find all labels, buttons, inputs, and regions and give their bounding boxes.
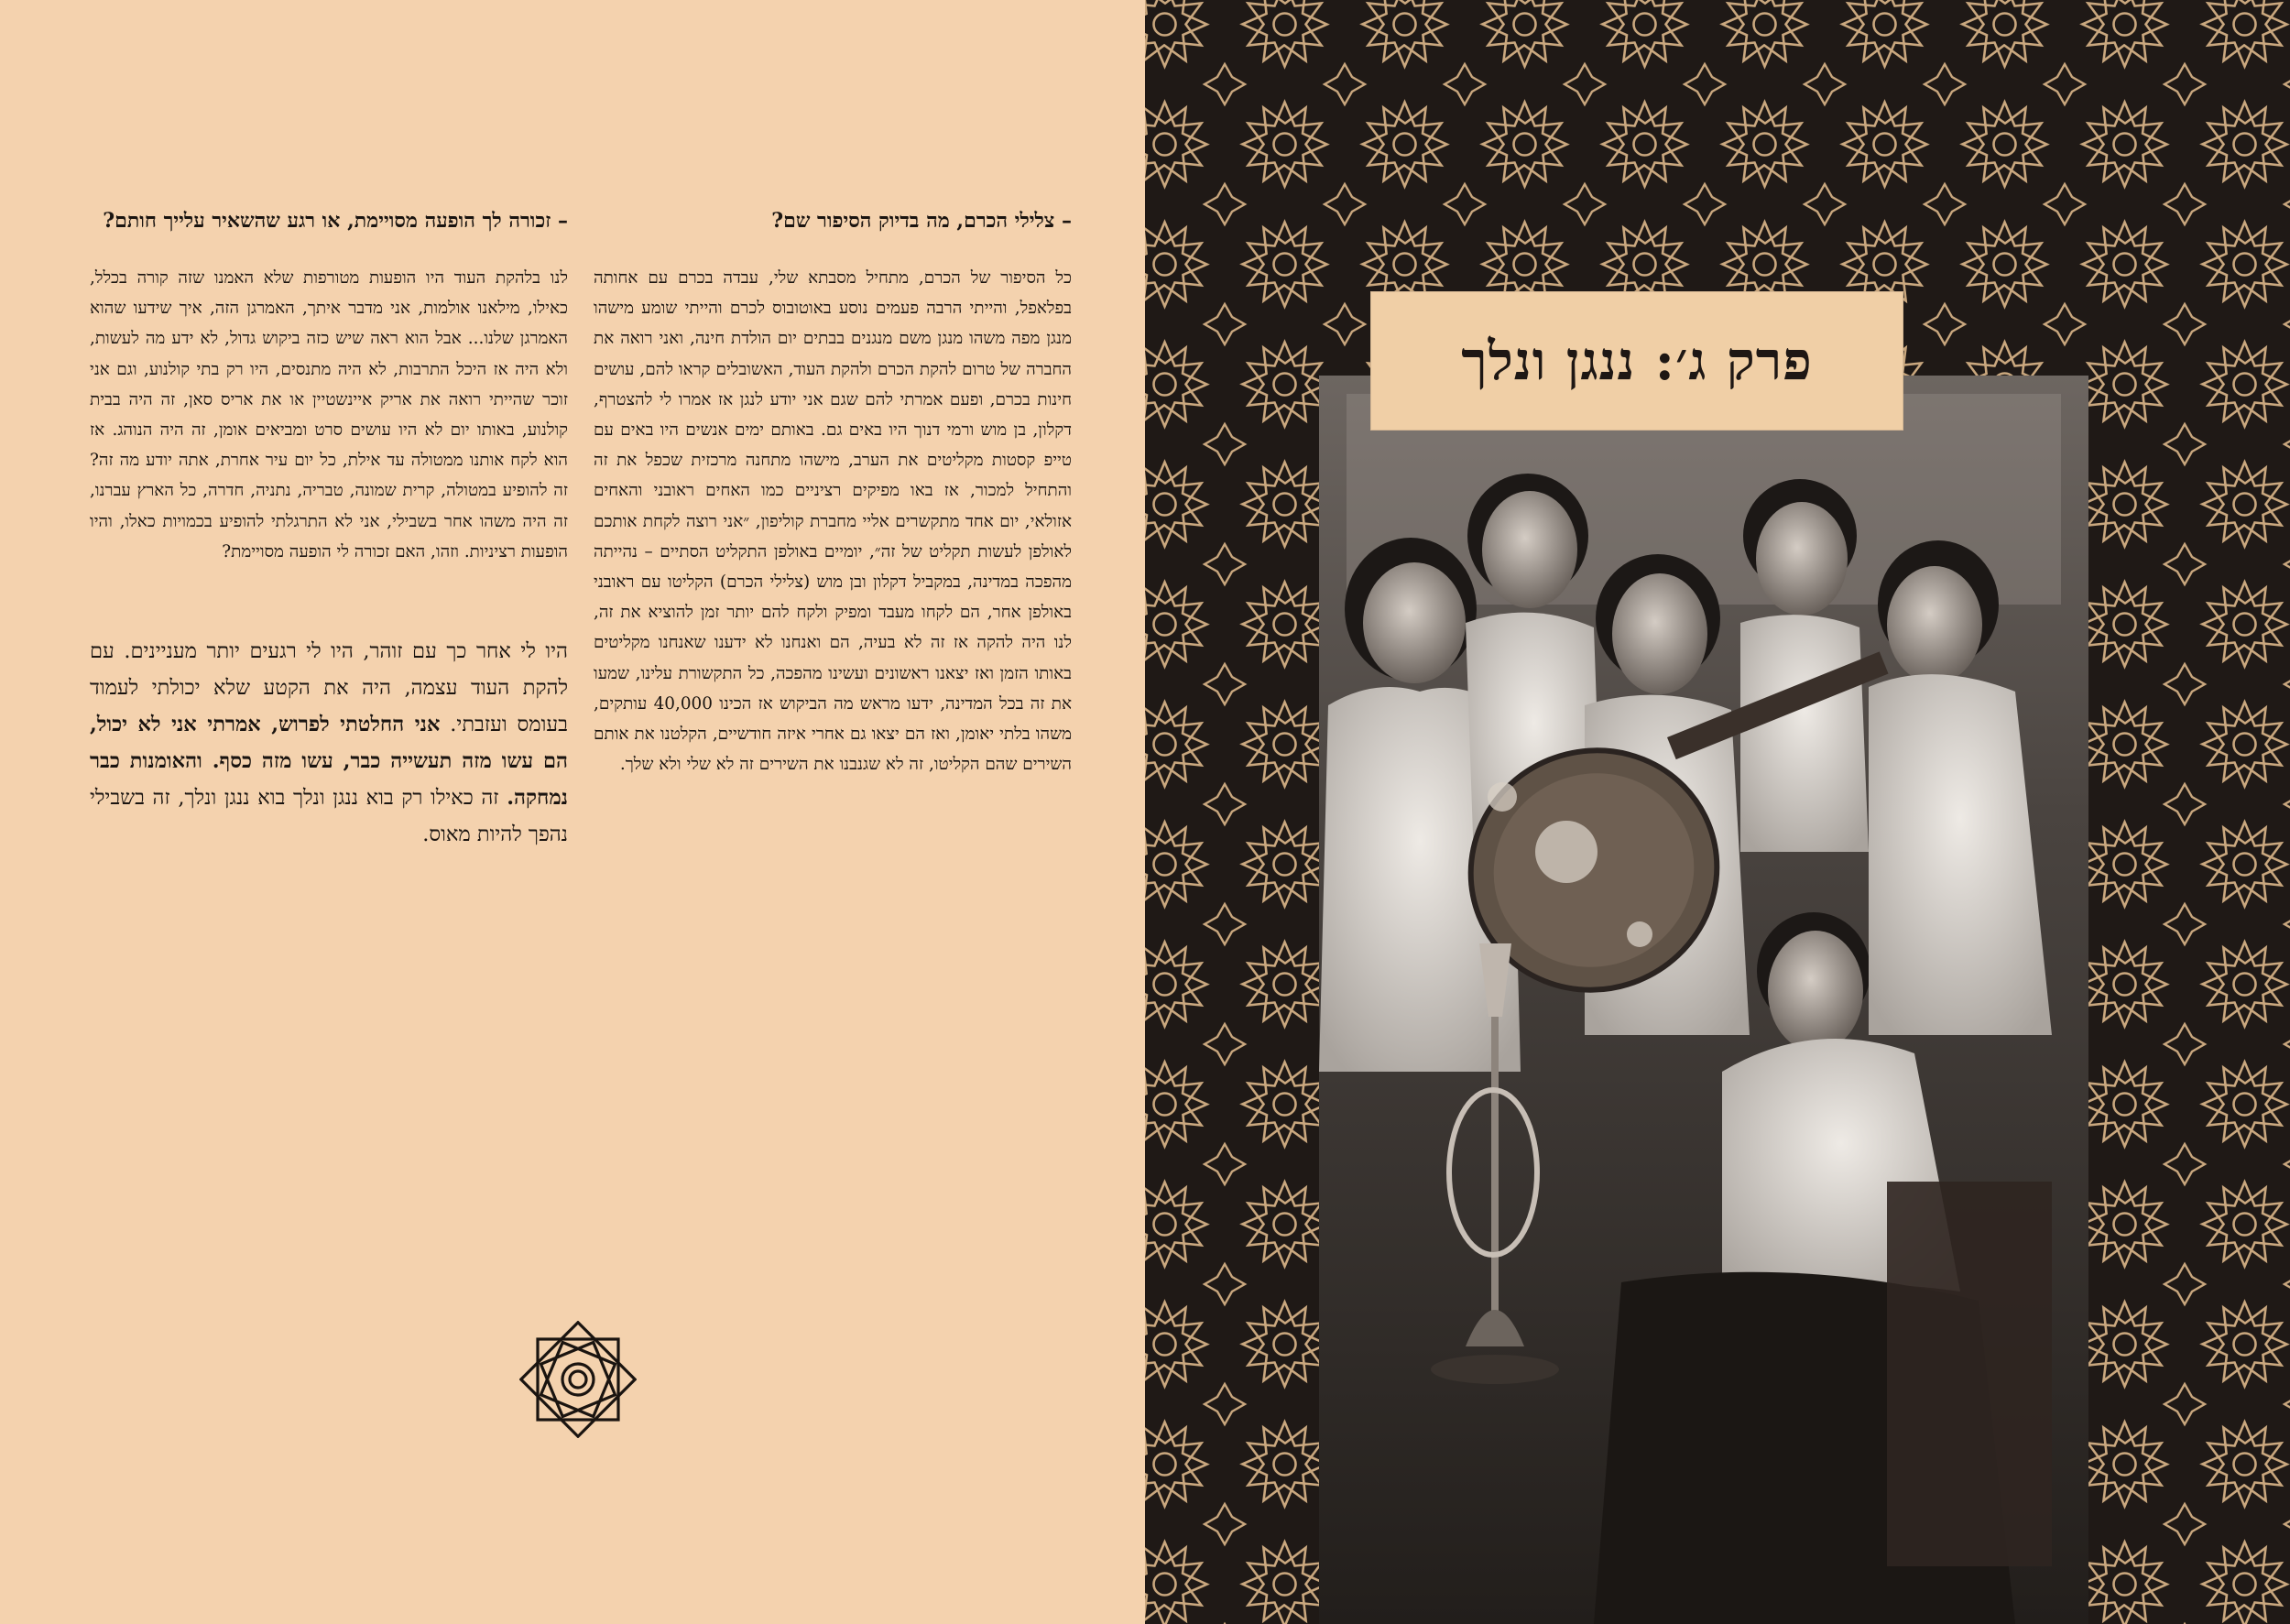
band-photo bbox=[1319, 376, 2088, 1624]
closing-paragraph bbox=[90, 633, 568, 853]
answer-paragraph: כל הסיפור של הכרם, מתחיל מסבתא שלי, עבדה בכרם עם אחותה בפלאפל, והייתי הרבה פעמים נוסע באוטובוס לכרם והייתי שומע מישהו מנגן מפה משהו מנגן משם מנגנים בבתים יום הולדת חינה, ואני רואה את החברה של טרום להקת הכרם ולהקת העוד, האשובלים קראו להם, עושים חינות בכרם, ופעם אמרתי להם שגם אני יודע לנגן אז אמרו לי להצטרף, דקלון, בן מוש ורמי דנוך היו באים גם. באותם ימים אנשים היו באים עם טייפ קסטות מקליטים את הערב, מישהו מתחנה מרכזית שכפל את זה והתחיל למכור, אז באו מפיקים רציניים כמו האחים ראובני והאחים אזולאי, יום אחד מתקשרים אליי מחברת קוליפון, ״אני רוצה לקחת אותכם לאולפן לעשות תקליט של זה״, יומיים באולפן התקליט הסתיים – נהייתה מהפכה במדינה, במקביל דקלון ובן מוש (צלילי הכרם) הקליטו עם ראובני באולפן אחר, הם לקחו מעבד ומפיק ולקח להם יותר זמן להוציא את זה, לנו היה להקה אז זה לא בעיה, הם ואנחנו לא ידענו שאנחנו מקליטים באותו הזמן ואז יצאנו ראשונים ועשינו מהפכה, כל התקשורת עלינו, שמעו את זה בכל המדינה, ידעו מראש מה הביקוש אז הכינו 40,000 עותקים, משהו בלתי יאומן, ואז הם יצאו גם אחרי איזה חודשיים, הקלטנו את אותם השירים שהם הקליטו, זה לא שגנבנו את השירים זה לא שלי ולא שלך. bbox=[594, 268, 1072, 775]
closing-end: זה כאילו רק בוא ננגן ונלך בוא ננגן ונלך, זה בשבילי נהפך להיות מאוס. bbox=[90, 786, 568, 847]
chapter-title-box bbox=[1370, 291, 1903, 431]
closing-start: היו לי אחר כך עם זוהר, היו לי רגעים יותר מעניינים. עם להקת העוד עצמה, היה את הקטע שלא יכולתי לעמוד בעומס ועזבתי. bbox=[90, 639, 568, 737]
closing-bold: אני החלטתי לפרוש, אמרתי אני לא יכול, הם עשו מזה תעשייה כבר, עשו מזה כסף. והאומנות כבר נמחקה. bbox=[90, 713, 568, 811]
right-page bbox=[1145, 0, 2290, 1624]
chapter-title: פרק ג׳: ננגן ונלך bbox=[1461, 330, 1813, 392]
octagram-star-icon bbox=[519, 1321, 637, 1438]
interview-column-right bbox=[594, 205, 1072, 779]
question-heading: – זכורה לך הופעה מסויימת, או רגע שהשאיר עלייך חותם? bbox=[103, 209, 568, 233]
answer-paragraph: לנו בלהקת העוד היו הופעות מטורפות שלא האמנו שזה קורה בכלל, כאילו, מילאנו אולמות, אני מדבר איתך, האמרגן הזה, איך שידעו שהוא האמרגן שלנו... אבל הוא ראה שיש כזה ביקוש גדול, לא ידע מה לעשות, ולא היה אז היכל התרבות, לא היה מתנסים, היו רק בתי קולנוע, וגם אני זוכר שהייתי רואה את אריק איינשטיין או את אריס סאן, זה היה בבית קולנוע, באותו יום לא היו עושים סרט ומביאים אומן, זה היה הנוהג. אז הוא לקח אותנו ממטולה עד אילת, כל יום עיר אחרת, אתה יודע מה זה? זה להופיע במטולה, קרית שמונה, טבריה, נתניה, חדרה, כל הארץ עברנו, זה היה משהו אחר בשבילי, אני לא התרגלתי להופיע בכמויות כאלו, והיו הופעות רציניות. וזהו, האם זכורה לי הופעה מסויימת? bbox=[90, 268, 568, 561]
question-heading: – צלילי הכרם, מה בדיוק הסיפור שם? bbox=[771, 209, 1072, 233]
interview-column-left bbox=[90, 205, 568, 853]
